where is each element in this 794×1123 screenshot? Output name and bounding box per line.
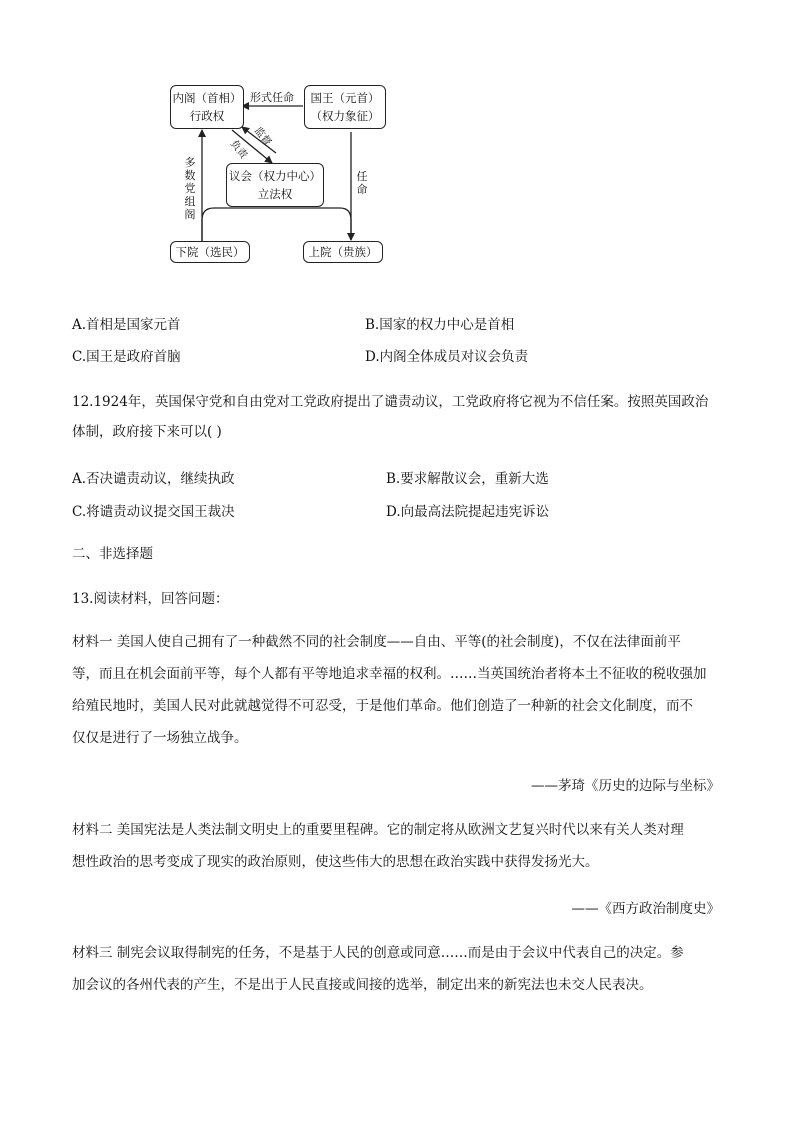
q12-option-d: D.向最高法院提起违宪诉讼 [386, 504, 550, 520]
parliament-title: 议会（权力中心） [229, 169, 321, 183]
parliament-power: 立法权 [257, 187, 293, 201]
upper-house-box [303, 241, 383, 263]
material1-line4: 仅仅是进行了一场独立战争。 [72, 730, 248, 746]
q12-stem-line2: 体制，政府接下来可以( ) [72, 424, 222, 440]
cabinet-title: 内阁（首相） [172, 91, 242, 105]
political-system-diagram [160, 70, 400, 270]
q12-option-a: A.否决谴责动议，继续执政 [72, 471, 235, 487]
king-title: 国王（元首） [310, 91, 380, 105]
label-formal-appoint: 形式任命 [250, 91, 294, 104]
label-appoint: 任命 [356, 170, 368, 196]
q12-option-b: B.要求解散议会，重新大选 [386, 471, 549, 487]
q12-option-c: C.将谴责动议提交国王裁决 [72, 504, 235, 520]
material1-source: ——茅琦《历史的边际与坐标》 [531, 778, 720, 794]
king-box [304, 85, 386, 129]
label-majority-party: 多数党组阁 [184, 156, 196, 221]
upper-house-label: 上院（贵族） [308, 245, 378, 259]
q11-option-b: B.国家的权力中心是首相 [365, 317, 515, 333]
houses-bracket [202, 208, 351, 242]
q13-title: 13.阅读材料，回答问题： [72, 591, 229, 607]
material2-line1: 材料二 美国宪法是人类法制文明史上的重要里程碑。它的制定将从欧洲文艺复兴时代以来有关人类对理 [72, 822, 684, 838]
label-responsible: 负责 [227, 138, 249, 161]
material1-line3: 给殖民地时，美国人民对此就越觉得不可忍受，于是他们革命。他们创造了一种新的社会文化制度，而不 [72, 698, 693, 714]
cabinet-power: 行政权 [189, 109, 225, 123]
q12-stem-line1: 12.1924年，英国保守党和自由党对工党政府提出了谴责动议，工党政府将它视为不信任案。按照英国政治 [72, 394, 709, 410]
cabinet-box [170, 85, 244, 129]
q11-option-d: D.内阁全体成员对议会负责 [365, 349, 529, 365]
lower-house-box [170, 241, 250, 263]
material1-line2: 等，而且在机会面前平等，每个人都有平等地追求幸福的权利。……当英国统治者将本土不征收的税收强加 [72, 666, 707, 682]
king-role: （权力象征） [310, 109, 380, 123]
material1-line1: 材料一 美国人使自己拥有了一种截然不同的社会制度——自由、平等(的社会制度)，不仅在法律面前平 [72, 634, 681, 650]
material2-source: ——《西方政治制度史》 [571, 901, 720, 917]
q11-option-a: A.首相是国家元首 [72, 317, 181, 333]
q11-option-c: C.国王是政府首脑 [72, 349, 181, 365]
material3-line2: 加会议的各州代表的产生，不是出于人民直接或间接的选举，制定出来的新宪法也未交人民表决。 [72, 977, 653, 993]
material2-line2: 想性政治的思考变成了现实的政治原则，使这些伟大的思想在政治实践中获得发扬光大。 [72, 854, 599, 870]
label-supervise: 监督 [251, 125, 273, 148]
lower-house-label: 下院（选民） [175, 245, 245, 259]
material3-line1: 材料三 制宪会议取得制宪的任务，不是基于人民的创意或同意……而是由于会议中代表自己的决定。参 [72, 945, 684, 961]
section2-title: 二、非选择题 [72, 546, 153, 562]
parliament-box [226, 163, 324, 207]
